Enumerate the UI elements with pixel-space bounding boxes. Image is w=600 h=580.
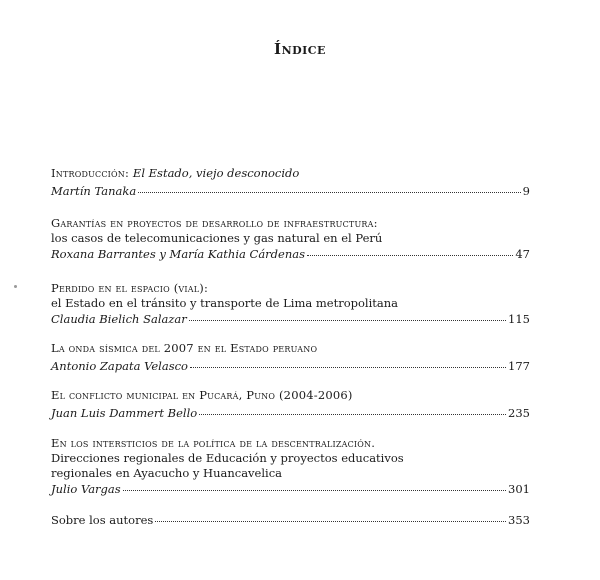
toc-entry-introduccion[interactable] (51, 166, 530, 199)
toc-entry-sobre-autores[interactable] (51, 512, 530, 528)
toc-entry-perdido[interactable] (51, 281, 530, 327)
dot-leader (190, 358, 506, 370)
entry-author: Roxana Barrantes y María Kathia Cárdenas (51, 247, 306, 261)
entry-title-line: En los intersticios de la política de la descentralización. (51, 436, 376, 450)
entry-subtitle-line: los casos de telecomunicaciones y gas natural en el Perú (51, 231, 383, 245)
toc-entry-onda-sismica[interactable] (51, 341, 530, 374)
entry-author: Antonio Zapata Velasco (51, 359, 188, 373)
entry-title: Sobre los autores (51, 513, 154, 527)
entry-author: Martín Tanaka (51, 184, 137, 198)
entry-author-row (51, 405, 530, 421)
entry-author-row (51, 481, 530, 497)
entry-author-row (51, 183, 530, 199)
dot-leader (155, 512, 506, 524)
page-title: Índice (274, 40, 326, 58)
entry-author-row (51, 358, 530, 374)
entry-page-number: 9 (522, 184, 530, 198)
entry-author-row (51, 246, 530, 262)
toc-entry-conflicto[interactable] (51, 388, 530, 421)
dot-leader (199, 405, 506, 417)
scan-speck (14, 285, 17, 288)
entry-title-line: La onda sísmica del 2007 en el Estado peruano (51, 341, 318, 355)
entry-title-line: Garantías en proyectos de desarrollo de infraestructura: (51, 216, 378, 230)
toc-entry-garantias[interactable] (51, 216, 530, 262)
entry-title-line: El conflicto municipal en Pucará, Puno (2004-2006) (51, 388, 353, 402)
entry-title-line (51, 166, 530, 181)
entry-page-number: 115 (508, 312, 530, 326)
entry-author: Julio Vargas (51, 482, 121, 496)
entry-author-row (51, 311, 530, 327)
entry-page-number: 353 (508, 513, 530, 527)
entry-title-line: Perdido en el espacio (vial): (51, 281, 209, 295)
entry-author: Claudia Bielich Salazar (51, 312, 187, 326)
dot-leader (189, 311, 506, 323)
entry-title-prefix: Introducción: (51, 166, 133, 180)
entry-page-number: 301 (508, 482, 530, 496)
entry-author: Juan Luis Dammert Bello (51, 406, 198, 420)
entry-subtitle-line: Direcciones regionales de Educación y proyectos educativos (51, 451, 404, 465)
toc-entry-intersticios[interactable] (51, 436, 530, 497)
dot-leader (123, 481, 506, 493)
dot-leader (307, 246, 513, 258)
entry-author-row (51, 512, 530, 528)
entry-subtitle-line: el Estado en el tránsito y transporte de Lima metropolitana (51, 296, 399, 310)
entry-page-number: 177 (508, 359, 530, 373)
entry-title: El Estado, viejo desconocido (132, 166, 300, 180)
entry-subtitle-line: regionales en Ayacucho y Huancavelica (51, 466, 283, 480)
entry-page-number: 235 (508, 406, 530, 420)
dot-leader (138, 183, 520, 195)
entry-page-number: 47 (515, 247, 530, 261)
